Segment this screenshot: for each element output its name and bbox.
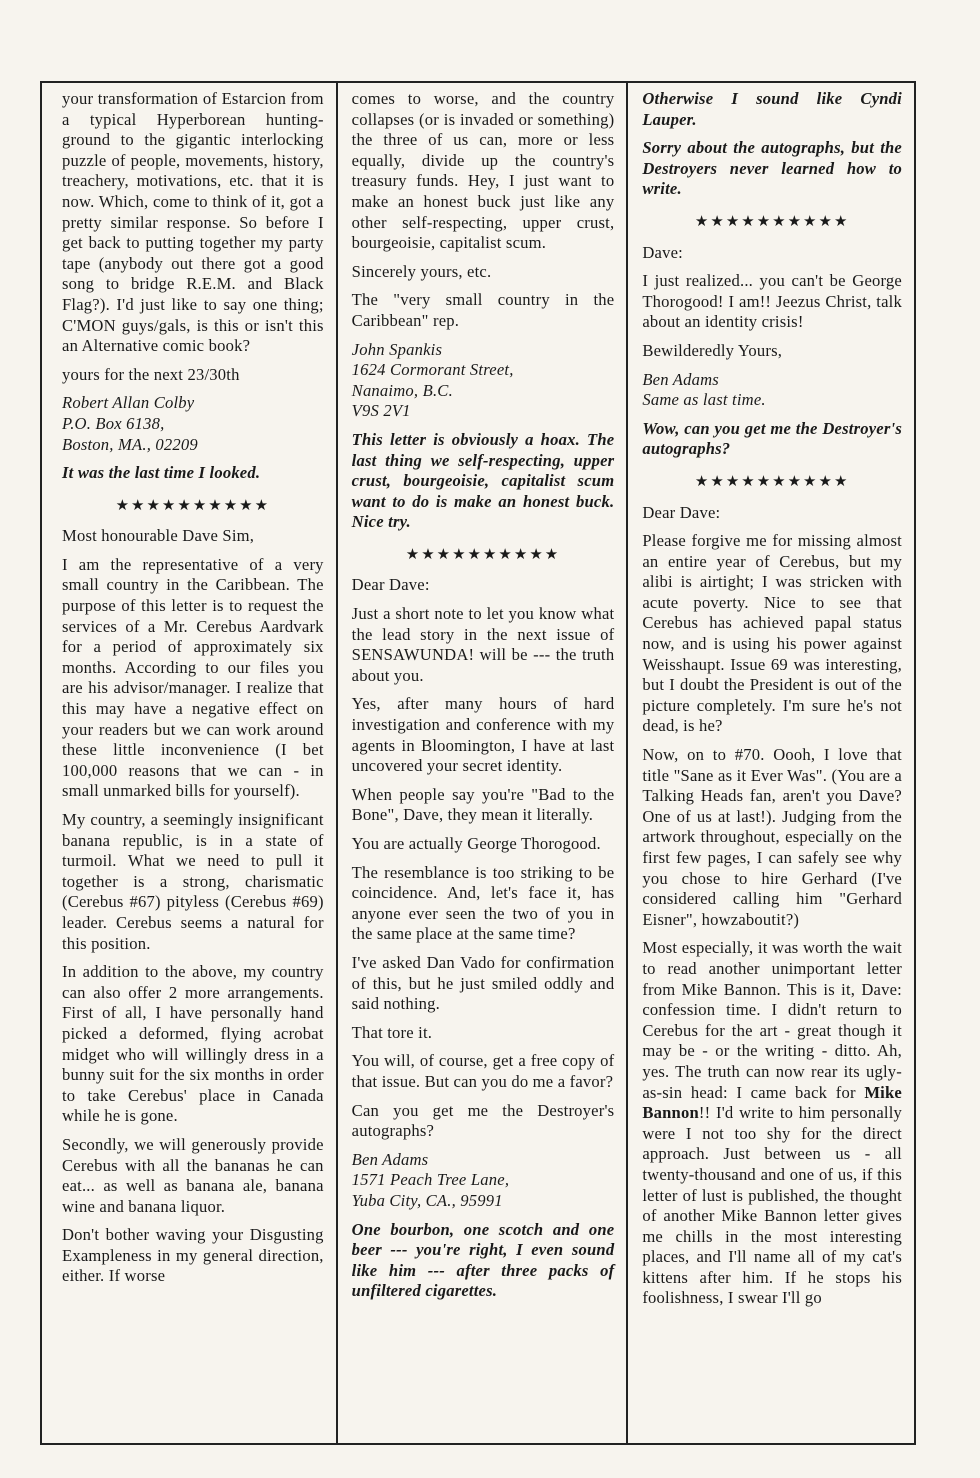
letter-text: !! I'd write to him personally were I not too shy for the direct approach. Just between us - all twenty-thousand and one of us, if this letter of lust is published, the thought of another Mike Bannon letter gives me chills in the most interesting places, and I'll name all of my cat's kittens after him. If he stops his foolishness, I swear I'll go [642,1103,902,1308]
letter-paragraph: comes to worse, and the country collapses (or is invaded or something) the three of us can, more or less equally, divide up the country's treasury funds. Hey, I just want to make an honest buck just like any other self-respecting, upper crust, bourgeoisie, capitalist scum. [351,89,615,253]
signature-address: 1624 Cormorant Street, [351,360,514,380]
signature-address: 1571 Peach Tree Lane, [351,1170,510,1190]
letter-closing: yours for the next 23/30th [62,364,240,384]
letter-paragraph: In addition to the above, my country can also offer 2 more arrangements. First of all, I have personally hand picked a deformed, flying acrobat midget who will willingly dress in a bunny suit for the six months in order to take Cerebus' place in Canada while he is gone. [62,962,324,1126]
signature-note: Same as last time. [642,390,766,410]
letter-paragraph: your transformation of Estarcion from a typical Hyperborean hunting-ground to the gigantic interlocking puzzle of people, movements, history, treachery, motivations, etc. that it is now. Which, come to think of it, got a pretty similar response. So before I get back to putting together my party tape (anybody out there got a good song to bridge R.E.M. and Black Flag?). I'd just like to say one thing; C'MON guys/gals, is this or isn't this an Alternative comic book? [62,89,324,356]
letter-paragraph: Just a short note to let you know what the lead story in the next issue of SENSAWUNDA! will be --- the truth about you. [351,604,615,685]
signature-address: P.O. Box 6138, [62,413,165,433]
editor-reply: Wow, can you get me the Destroyer's autographs? [642,418,902,459]
letter-paragraph: Can you get me the Destroyer's autographs? [351,1100,615,1141]
letter-paragraph: You are actually George Thorogood. [351,834,601,853]
editor-reply: This letter is obviously a hoax. The last thing we self-respecting, upper crust, bourgeoisie, capitalist scum want to do is make an honest buck. Nice try. [351,429,615,532]
letter-paragraph: Yes, after many hours of hard investigation and conference with my agents in Bloomington, I have at last uncovered your secret identity. [351,694,615,776]
signature-name: Ben Adams [642,369,719,389]
letters-page [40,81,916,1445]
signature-address: Nanaimo, B.C. [351,380,453,400]
letter-paragraph: The "very small country in the Caribbean" rep. [351,290,615,330]
letter-closing: Sincerely yours, etc. [351,261,492,281]
signature-address: V9S 2V1 [351,401,411,421]
letter-paragraph: The resemblance is too striking to be coincidence. And, let's face it, has anyone ever seen the two of you in the same place at the same time? [351,862,615,944]
letter-greeting: Dave: [642,242,683,262]
star-divider: ★★★★★★★★★★ [405,546,561,563]
bold-name: Mike Bannon [642,1082,902,1123]
star-divider: ★★★★★★★★★★ [694,473,850,490]
signature-block [352,340,615,422]
column-3 [628,83,914,1443]
letter-paragraph: You will, of course, get a free copy of that issue. But can you do me a favor? [351,1051,615,1091]
letter-paragraph: That tore it. [351,1022,433,1042]
letter-text: Most especially, it was worth the wait to read another unimportant letter from Mike Bannon. This is it, Dave: confession time. I didn't return to Cerebus for the art - great though it may be - or the writing - ditto. Ah, yes. The truth can now rear its ugly-as-sin head: I came back for [642,938,902,1102]
signature-block [352,1150,615,1212]
letter-paragraph: I am the representative of a very small country in the Caribbean. The purpose of this letter is to request the services of a Mr. Cerebus Aardvark for a period of approximately six months. According to our files you are his advisor/manager. I realize that this may have a negative effect on your readers but we can work around these little inconvenience (I bet 100,000 reasons that we can - in small unmarked bills for yourself). [62,554,324,801]
editor-reply: Sorry about the autographs, but the Destroyers never learned how to write. [642,138,902,199]
editor-reply: It was the last time I looked. [62,463,261,483]
letter-paragraph: Now, on to #70. Oooh, I love that title "Sane as it Ever Was". (You are a Talking Heads fan, aren't you Dave? One of us at last!). Judging from the artwork throughout, especially on the first few pages, I can safely see why you chose to hire Gerhard (I've considered calling him "Gerhard Eisner", howzaboutit?) [642,745,902,929]
signature-name: John Spankis [351,339,443,359]
signature-name: Robert Allan Colby [62,393,195,413]
signature-block [62,393,324,455]
editor-reply: One bourbon, one scotch and one beer --- you're right, I even sound like him --- after three packs of unfiltered cigarettes. [351,1219,615,1301]
signature-name: Ben Adams [351,1149,429,1169]
signature-address: Boston, MA., 02209 [62,434,198,454]
letter-paragraph: Don't bother waving your Disgusting Exampleness in my general direction, either. If worse [62,1225,324,1286]
letter-paragraph [642,938,902,1309]
editor-reply: Otherwise I sound like Cyndi Lauper. [642,89,902,129]
letter-paragraph: When people say you're "Bad to the Bone", Dave, they mean it literally. [351,784,615,825]
letter-paragraph: I just realized... you can't be George Thorogood! I am!! Jeezus Christ, talk about an identity crisis! [642,271,902,332]
letter-greeting: Most honourable Dave Sim, [62,526,255,546]
letter-greeting: Dear Dave: [351,575,430,595]
letter-paragraph: My country, a seemingly insignificant banana republic, is in a state of turmoil. What we need to pull it together is a strong, charismatic (Cerebus #67) pityless (Cerebus #69) leader. Cerebus seems a natural for this position. [62,810,324,953]
letter-paragraph: Please forgive me for missing almost an entire year of Cerebus, but my alibi is airtight; I was stricken with acute poverty. Nice to see that Cerebus has achieved papal status now, and is using his power against Weisshaupt. Issue 69 was interesting, but I doubt the President is out of the picture completely. I'm sure he's not dead, is he? [642,531,902,736]
signature-address: Yuba City, CA., 95991 [351,1190,503,1210]
letter-paragraph: Secondly, we will generously provide Cerebus with all the bananas he can eat... as well as banana ale, banana wine and banana liquor. [62,1134,324,1216]
star-divider: ★★★★★★★★★★ [115,497,271,514]
signature-block [642,370,902,411]
column-2 [338,83,629,1443]
letter-paragraph: I've asked Dan Vado for confirmation of this, but he just smiled oddly and said nothing. [351,952,615,1014]
letter-greeting: Dear Dave: [642,502,721,522]
letter-closing: Bewilderedly Yours, [642,340,783,360]
star-divider: ★★★★★★★★★★ [694,213,850,230]
column-1 [42,83,338,1443]
